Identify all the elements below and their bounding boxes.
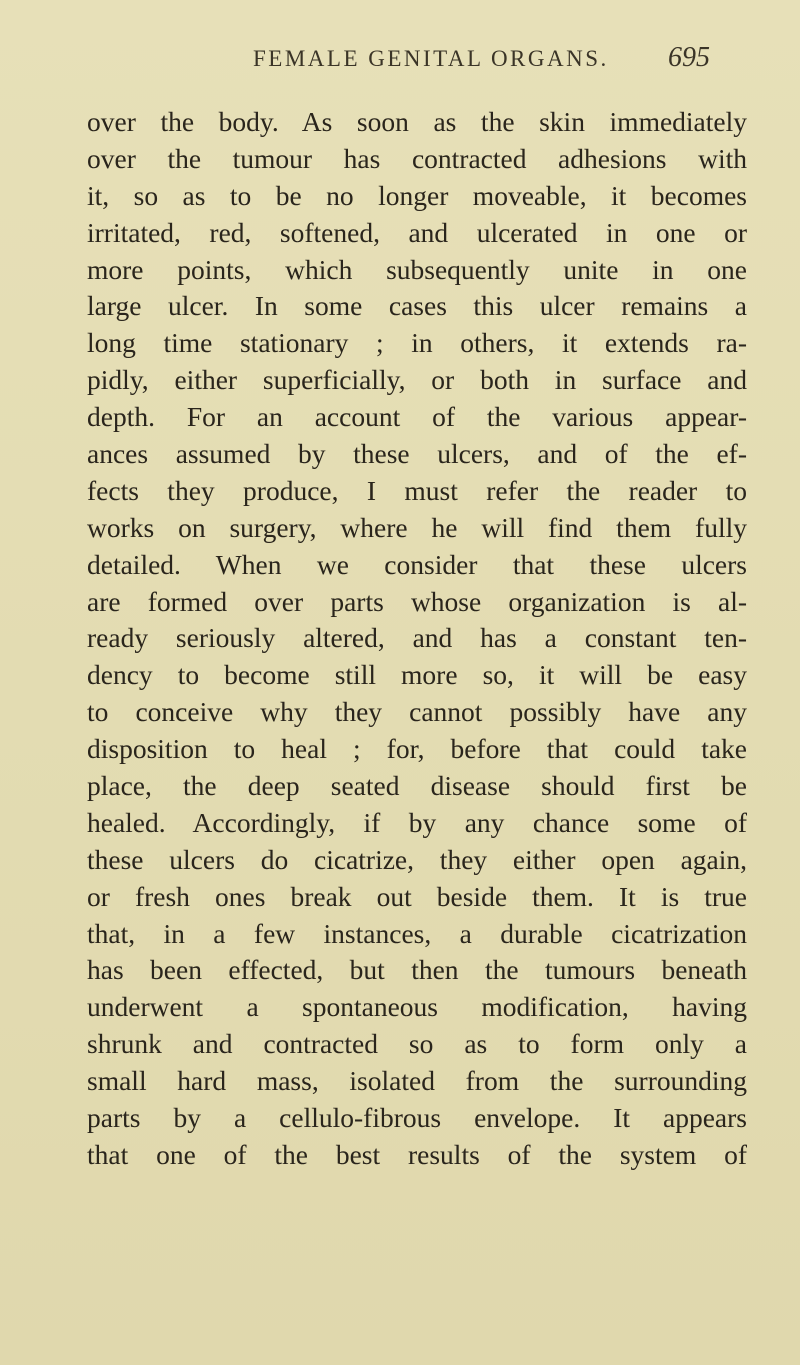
body-text [87, 104, 747, 1174]
text-line: healed. Accordingly, if by any chance some of [87, 806, 747, 838]
text-line: are formed over parts whose organization is al- [87, 585, 747, 617]
text-line: parts by a cellulo-fibrous envelope. It appears [87, 1102, 747, 1134]
text-line: more points, which subsequently unite in one [87, 253, 747, 285]
text-line: long time stationary ; in others, it extends ra- [87, 327, 747, 359]
text-line: to conceive why they cannot possibly have any [87, 696, 747, 728]
text-line: fects they produce, I must refer the reader to [87, 474, 747, 506]
text-line: disposition to heal ; for, before that could take [87, 733, 747, 765]
text-line: underwent a spontaneous modification, having [87, 991, 747, 1023]
text-line: works on surgery, where he will find them fully [87, 511, 747, 543]
text-line: shrunk and contracted so as to form only a [87, 1028, 747, 1060]
text-line: that, in a few instances, a durable cicatrization [87, 917, 747, 949]
text-line: or fresh ones break out beside them. It is true [87, 880, 747, 912]
running-head: FEMALE GENITAL ORGANS. [253, 46, 609, 71]
text-line: over the tumour has contracted adhesions with [87, 142, 747, 174]
text-line: small hard mass, isolated from the surrounding [87, 1065, 747, 1097]
text-line: dency to become still more so, it will be easy [87, 659, 747, 691]
text-line: over the body. As soon as the skin immediately [87, 106, 747, 137]
page-number: 695 [668, 42, 710, 73]
text-line: detailed. When we consider that these ulcers [87, 548, 747, 580]
text-line: it, so as to be no longer moveable, it becomes [87, 179, 747, 211]
text-line: pidly, either superficially, or both in surface and [87, 364, 747, 396]
text-line: ready seriously altered, and has a constant ten- [87, 622, 747, 654]
text-line: these ulcers do cicatrize, they either open again, [87, 843, 747, 875]
text-line: place, the deep seated disease should first be [87, 770, 747, 802]
text-line: irritated, red, softened, and ulcerated in one or [87, 216, 747, 248]
page-header [0, 42, 800, 86]
text-line: that one of the best results of the system of [87, 1138, 747, 1170]
text-line: large ulcer. In some cases this ulcer remains a [87, 290, 747, 322]
text-line: ances assumed by these ulcers, and of the ef- [87, 438, 747, 470]
text-line: depth. For an account of the various appear- [87, 401, 747, 433]
text-line: has been effected, but then the tumours beneath [87, 954, 747, 986]
